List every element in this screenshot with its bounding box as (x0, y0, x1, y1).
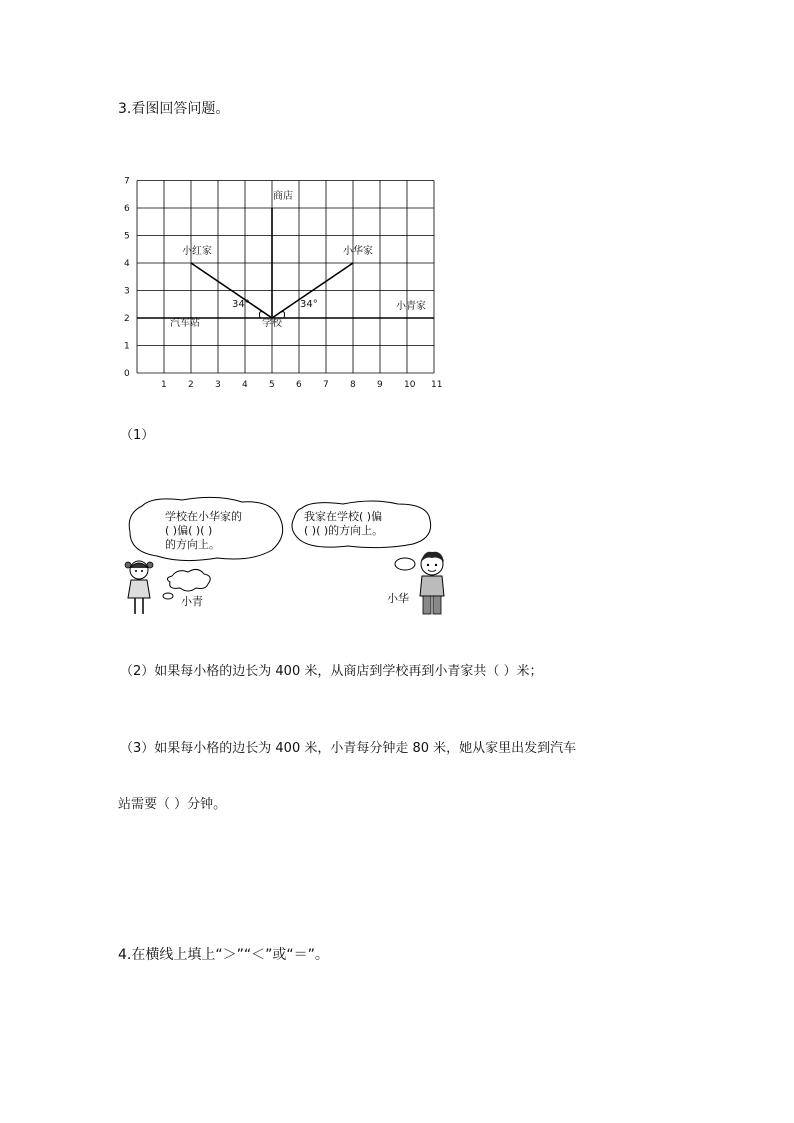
x-tick-label: 8 (350, 380, 356, 390)
question-4-title: 4.在横线上填上“＞”“＜”或“＝”。 (118, 947, 329, 963)
direction-map (110, 165, 450, 390)
bubble-left-line3: 的方向上。 (165, 538, 220, 551)
bubble-left-text (165, 510, 242, 552)
bubble-left-line2: ( )偏( )( ) (165, 524, 213, 537)
y-tick-label: 2 (124, 314, 130, 324)
part-1-label: （1） (120, 428, 155, 443)
x-tick-label: 1 (161, 380, 167, 390)
bubble-left-line1: 学校在小华家的 (165, 510, 242, 523)
x-axis-ticks (161, 380, 442, 390)
girl-label: 小青 (181, 595, 203, 608)
y-tick-label: 5 (124, 231, 130, 242)
y-tick-label: 6 (124, 204, 130, 214)
boy-label: 小华 (387, 592, 409, 605)
x-tick-label: 3 (215, 380, 221, 390)
x-tick-label: 2 (188, 380, 194, 390)
label-xiaohong-home: 小红家 (182, 246, 212, 257)
y-tick-label: 1 (124, 341, 130, 352)
y-tick-label: 0 (124, 369, 130, 379)
angle-label-left: 34° (232, 299, 250, 310)
boy-figure-icon (414, 548, 450, 618)
map-grid (137, 181, 434, 374)
x-tick-label: 7 (323, 380, 329, 390)
label-xiaoqing-home: 小青家 (396, 301, 426, 312)
x-tick-label: 5 (269, 380, 275, 390)
label-shop: 商店 (273, 191, 293, 202)
label-xiaohua-home: 小华家 (343, 246, 373, 257)
question-3-title: 3.看图回答问题。 (118, 101, 230, 117)
y-tick-label: 7 (124, 176, 130, 187)
x-tick-label: 10 (404, 380, 416, 390)
y-tick-label: 3 (124, 286, 130, 297)
bubble-right-line2: ( )( )的方向上。 (304, 524, 384, 537)
part-3-text-line1: （3）如果每小格的边长为 400 米，小青每分钟走 80 米，她从家里出发到汽车 (120, 741, 577, 756)
y-axis-ticks (124, 177, 130, 380)
x-tick-label: 9 (377, 380, 383, 390)
girl-figure-icon (123, 556, 155, 618)
label-school: 学校 (262, 318, 282, 329)
angle-label-right: 34° (300, 299, 318, 310)
x-tick-label: 6 (296, 380, 302, 390)
part-2-text: （2）如果每小格的边长为 400 米，从商店到学校再到小青家共（ ）米； (120, 664, 543, 679)
label-bus-station: 汽车站 (170, 318, 200, 329)
bubble-right-text (304, 510, 383, 538)
part-3-text-line2: 站需要（ ）分钟。 (118, 797, 227, 812)
x-tick-label: 4 (242, 380, 248, 390)
bubble-right-line1: 我家在学校( )偏 (304, 510, 383, 523)
y-tick-label: 4 (124, 259, 130, 269)
x-tick-label: 11 (431, 380, 443, 390)
